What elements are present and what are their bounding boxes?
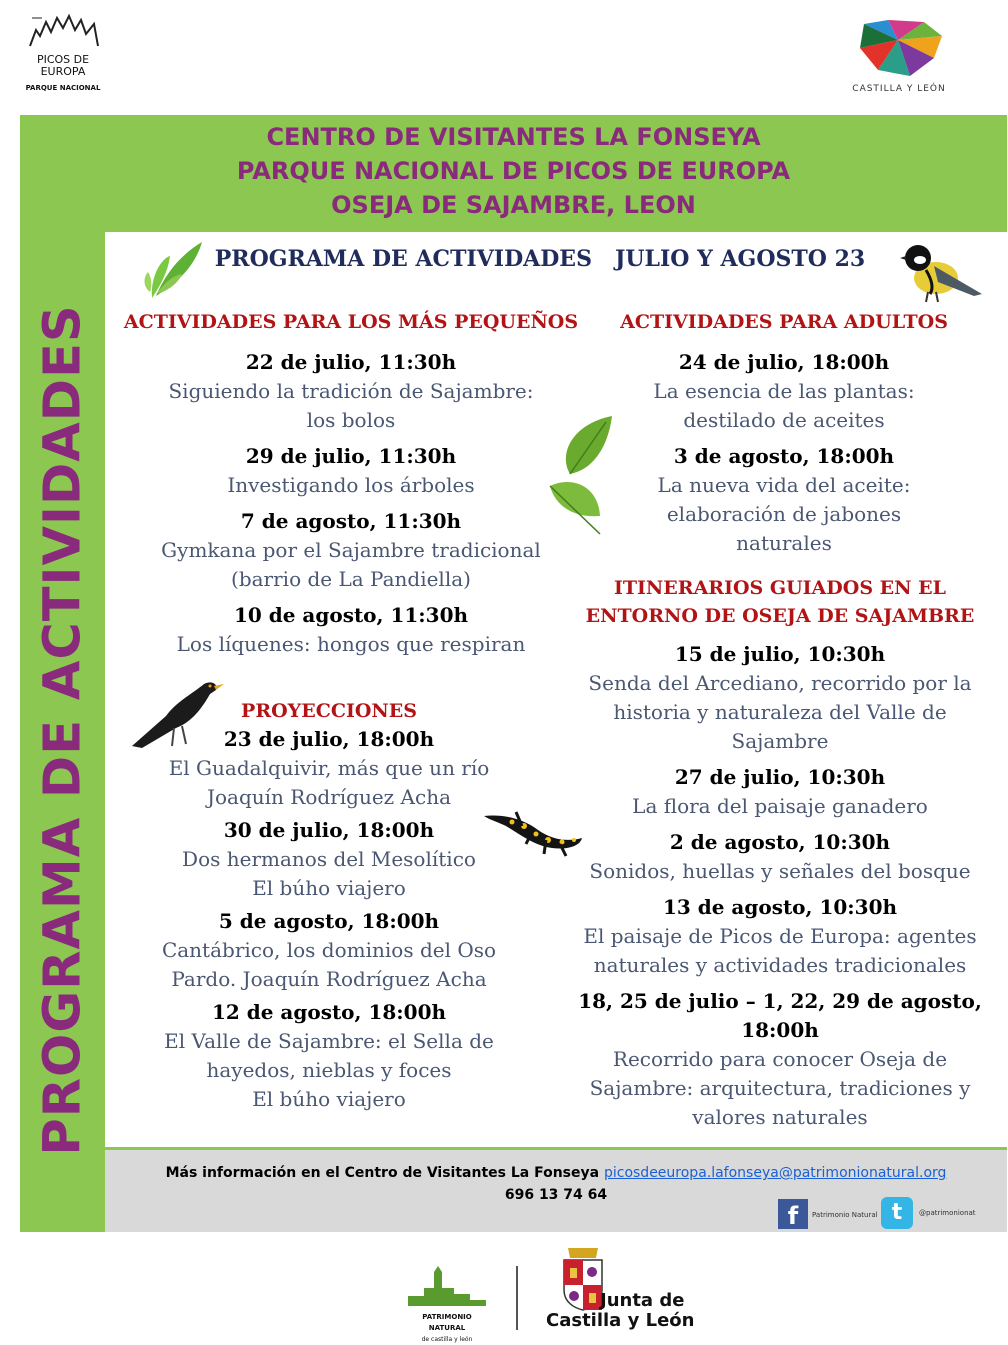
event-desc: El Guadalquivir, más que un río: [168, 756, 490, 780]
header-line3: OSEJA DE SAJAMBRE, LEON: [331, 191, 696, 219]
event-date: 23 de julio, 18:00h: [223, 727, 435, 751]
event-desc: destilado de aceites: [683, 408, 885, 432]
event-desc: valores naturales: [692, 1105, 868, 1129]
castilla-leon-star-icon: [854, 18, 944, 80]
castle-silhouette-icon: [404, 1262, 490, 1308]
projection-item: [96, 816, 562, 903]
facebook-icon: f: [778, 1199, 808, 1229]
header-line2: PARQUE NACIONAL DE PICOS DE EUROPA: [236, 157, 791, 185]
event-desc: Investigando los árboles: [227, 473, 475, 497]
event-date: 3 de agosto, 18:00h: [673, 444, 895, 468]
itinerary-item: [562, 763, 998, 821]
event-desc: Gymkana por el Sajambre tradicional: [161, 538, 541, 562]
picos-logo-line3: PARQUE NACIONAL: [25, 84, 101, 92]
program-title: PROGRAMA DE ACTIVIDADES JULIO Y AGOSTO 23: [214, 246, 866, 272]
patrimonio-natural-logo: [404, 1262, 490, 1343]
kids-item: [118, 442, 584, 500]
vertical-title-text: PROGRAMA DE ACTIVIDADES: [33, 304, 93, 1156]
event-desc: Pardo. Joaquín Rodríguez Acha: [171, 967, 487, 991]
castilla-y-leon-logo: [846, 18, 952, 104]
event-date: 10 de agosto, 11:30h: [233, 603, 469, 627]
event-desc: hayedos, nieblas y foces: [206, 1058, 452, 1082]
facebook-link[interactable]: [778, 1199, 878, 1231]
event-date: 18, 25 de julio – 1, 22, 29 de agosto,: [578, 989, 982, 1013]
itinerary-item: [562, 893, 998, 980]
info-text: Más información en el Centro de Visitantes La Fonseya: [165, 1165, 604, 1181]
event-date: 27 de julio, 10:30h: [674, 765, 886, 789]
event-desc: Sonidos, huellas y señales del bosque: [589, 859, 971, 883]
event-desc: Cantábrico, los dominios del Oso: [161, 938, 497, 962]
event-date: 5 de agosto, 18:00h: [218, 909, 440, 933]
event-desc: naturales: [736, 531, 832, 555]
event-date: 13 de agosto, 10:30h: [662, 895, 898, 919]
event-date: 30 de julio, 18:00h: [223, 818, 435, 842]
phone-number: 696 13 74 64: [504, 1187, 608, 1203]
projections-title: PROYECCIONES: [241, 700, 417, 722]
event-date: 18:00h: [741, 1018, 819, 1042]
header: [20, 120, 1007, 222]
kids-item: [118, 348, 584, 435]
projection-item: [96, 998, 562, 1114]
projection-item: [96, 907, 562, 994]
junta-logo-line1: Junta de: [600, 1290, 685, 1311]
event-desc: El búho viajero: [252, 876, 406, 900]
event-desc: La esencia de las plantas:: [653, 379, 915, 403]
event-desc: Los líquenes: hongos que respiran: [176, 632, 526, 656]
event-desc: La flora del paisaje ganadero: [632, 794, 928, 818]
junta-logo-line2: Castilla y León: [546, 1310, 695, 1331]
event-desc: naturales y actividades tradicionales: [593, 953, 967, 977]
kids-item: [118, 601, 584, 659]
header-line1: CENTRO DE VISITANTES LA FONSEYA: [266, 123, 761, 151]
itineraries-section: [562, 574, 998, 1139]
itinerary-item: [562, 987, 998, 1132]
itinerary-item: [562, 640, 998, 756]
event-desc: La nueva vida del aceite:: [657, 473, 911, 497]
adults-title: ACTIVIDADES PARA ADULTOS: [620, 311, 948, 333]
event-date: 22 de julio, 11:30h: [245, 350, 457, 374]
castilla-logo-text: CASTILLA Y LEÓN: [852, 84, 946, 94]
patrimonio-logo-line2: de castilla y león: [421, 1336, 473, 1343]
itineraries-title-line1: ITINERARIOS GUIADOS EN EL: [614, 577, 946, 599]
event-desc: los bolos: [306, 408, 396, 432]
adults-item: [566, 348, 1002, 435]
event-date: 15 de julio, 10:30h: [674, 642, 886, 666]
adults-item: [566, 442, 1002, 558]
event-desc: historia y naturaleza del Valle de: [613, 700, 947, 724]
event-desc: Sajambre: arquitectura, tradiciones y: [589, 1076, 971, 1100]
twitter-link[interactable]: [881, 1197, 981, 1231]
event-date: 7 de agosto, 11:30h: [240, 509, 462, 533]
itinerary-item: [562, 828, 998, 886]
event-desc: (barrio de La Pandiella): [231, 567, 471, 591]
twitter-label: @patrimonionat: [919, 1209, 976, 1217]
twitter-icon: t: [881, 1197, 913, 1229]
event-desc: Recorrido para conocer Oseja de: [612, 1047, 948, 1071]
patrimonio-logo-line1: PATRIMONIO NATURAL: [422, 1313, 472, 1332]
event-date: 12 de agosto, 18:00h: [211, 1000, 447, 1024]
facebook-label: Patrimonio Natural: [812, 1211, 878, 1219]
junta-logo: [546, 1246, 706, 1342]
kids-item: [118, 507, 584, 594]
kids-title: ACTIVIDADES PARA LOS MÁS PEQUEÑOS: [123, 311, 579, 333]
event-desc: Siguiendo la tradición de Sajambre:: [168, 379, 534, 403]
event-date: 24 de julio, 18:00h: [678, 350, 890, 374]
event-desc: elaboración de jabones: [666, 502, 902, 526]
mountains-icon: [24, 10, 102, 50]
event-desc: El Valle de Sajambre: el Sella de: [164, 1029, 494, 1053]
email-link[interactable]: picosdeeuropa.lafonseya@patrimonionatural.org: [603, 1165, 947, 1181]
event-date: 29 de julio, 11:30h: [245, 444, 457, 468]
picos-de-europa-logo: [24, 10, 102, 108]
vertical-title: [30, 306, 96, 1154]
kids-section: [118, 308, 584, 666]
projection-item: [96, 725, 562, 812]
picos-logo-line1: PICOS DE: [36, 53, 90, 66]
event-desc: Dos hermanos del Mesolítico: [182, 847, 476, 871]
event-desc: El búho viajero: [252, 1087, 406, 1111]
info-line: [105, 1162, 1007, 1184]
projections-section: [96, 697, 562, 1121]
event-date: 2 de agosto, 10:30h: [669, 830, 891, 854]
event-desc: El paisaje de Picos de Europa: agentes: [583, 924, 977, 948]
event-desc: Joaquín Rodríguez Acha: [206, 785, 452, 809]
event-desc: Senda del Arcediano, recorrido por la: [588, 671, 972, 695]
event-desc: Sajambre: [731, 729, 829, 753]
picos-logo-line2: EUROPA: [40, 65, 86, 78]
adults-section: [566, 308, 1002, 565]
itineraries-title-line2: ENTORNO DE OSEJA DE SAJAMBRE: [585, 605, 975, 627]
logo-divider: [516, 1266, 518, 1330]
